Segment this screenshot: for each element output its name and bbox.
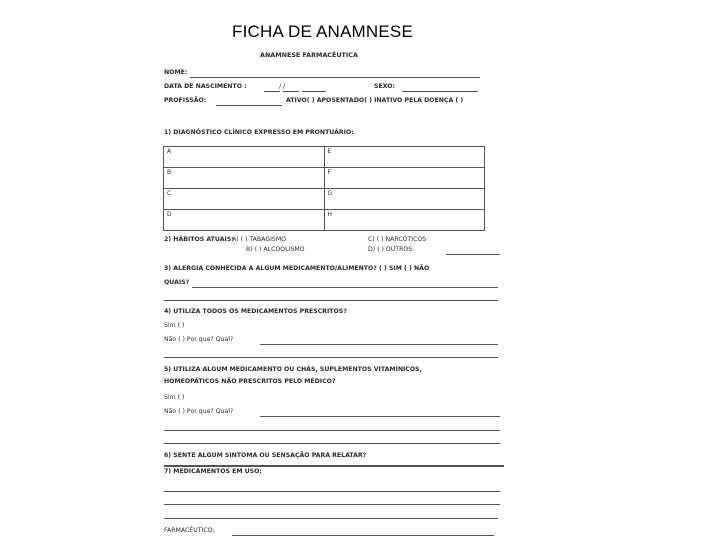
question-6: 6) SENTE ALGUM SINTOMA OU SENSAÇÃO PARA RELATAR? (164, 452, 367, 459)
q4-nao[interactable]: Não ( ) Por que? Qual? (164, 336, 234, 343)
quais-label: QUAIS? (164, 279, 190, 286)
habit-narcoticos[interactable]: C) ( ) NARCÓTICOS (368, 236, 427, 243)
date-slashes: / / (279, 83, 286, 90)
habit-alcoolismo[interactable]: B) ( ) ALCOOLISMO (246, 246, 305, 253)
q5-why-field-3[interactable] (164, 443, 500, 444)
data-nascimento-label: DATA DE NASCIMENTO : (164, 83, 247, 90)
q4-sim[interactable]: Sim ( ) (164, 322, 185, 329)
farmaceutico-label: FARMACÊUTICO: (164, 527, 215, 534)
quais-field[interactable] (192, 287, 498, 288)
q6-field[interactable] (164, 465, 504, 467)
diagnosis-row (164, 210, 485, 231)
diagnosis-table (163, 146, 485, 231)
q7-field-2[interactable] (164, 504, 500, 505)
farmaceutico-field[interactable] (232, 535, 494, 536)
q4-why-field[interactable] (260, 344, 498, 345)
diagnosis-row (164, 168, 485, 189)
q7-field-3[interactable] (164, 518, 498, 519)
diagnosis-cell-e[interactable]: E (324, 147, 485, 168)
slide-title: FICHA DE ANAMNESE (232, 22, 413, 41)
nome-label: NOME: (164, 69, 188, 76)
habit-tabagismo[interactable]: A) ( ) TABAGISMO (232, 236, 287, 243)
question-7: 7) MEDICAMENTOS EM USO: (164, 468, 262, 475)
habit-outros[interactable]: D) ( ) OUTROS: (368, 246, 415, 253)
status-options: ATIVO( ) APOSENTADO( ) INATIVO PELA DOENÇA ( ) (286, 97, 464, 104)
question-1: 1) DIAGNÓSTICO CLÍNICO EXPRESSO EM PRONTUÁRIO: (164, 129, 354, 136)
q4-why-field-2[interactable] (164, 357, 498, 358)
diagnosis-cell-c[interactable]: C (164, 189, 325, 210)
birth-month-field[interactable] (283, 91, 299, 92)
diagnosis-cell-d[interactable]: D (164, 210, 325, 231)
sexo-field[interactable] (402, 91, 478, 92)
diagnosis-cell-b[interactable]: B (164, 168, 325, 189)
quais-field-2[interactable] (164, 300, 498, 301)
profissao-label: PROFISSÃO: (164, 97, 207, 104)
profissao-field[interactable] (216, 105, 282, 106)
birth-year-field[interactable] (302, 91, 326, 92)
question-4: 4) UTILIZA TODOS OS MEDICAMENTOS PRESCRITOS? (164, 308, 347, 315)
anamnesis-form (160, 44, 512, 540)
nome-field[interactable] (190, 77, 480, 78)
diagnosis-cell-a[interactable]: A (164, 147, 325, 168)
question-3: 3) ALERGIA CONHECIDA A ALGUM MEDICAMENTO/ALIMENTO? ( ) SIM ( ) NÃO (164, 265, 430, 272)
sexo-label: SEXO: (374, 83, 395, 90)
question-2-label: 2) HÁBITOS ATUAIS: (164, 236, 234, 243)
question-5-line-1: 5) UTILIZA ALGUM MEDICAMENTO OU CHÁS, SUPLEMENTOS VITAMÍNICOS, (164, 366, 422, 373)
outros-field[interactable] (446, 254, 500, 255)
q5-why-field-2[interactable] (164, 430, 500, 431)
form-heading: ANAMNESE FARMACÊUTICA (260, 51, 358, 59)
diagnosis-cell-g[interactable]: G (324, 189, 485, 210)
diagnosis-cell-f[interactable]: F (324, 168, 485, 189)
q5-why-field[interactable] (260, 416, 500, 417)
question-5-line-2: HOMEOPÁTICOS NÃO PRESCRITOS PELO MÉDICO? (164, 378, 336, 385)
q5-nao[interactable]: Não ( ) Por que? Qual? (164, 408, 234, 415)
diagnosis-row (164, 147, 485, 168)
birth-day-field[interactable] (264, 91, 280, 92)
q7-field-1[interactable] (164, 491, 500, 492)
q5-sim[interactable]: Sim ( ) (164, 394, 185, 401)
diagnosis-cell-h[interactable]: H (324, 210, 485, 231)
diagnosis-row (164, 189, 485, 210)
